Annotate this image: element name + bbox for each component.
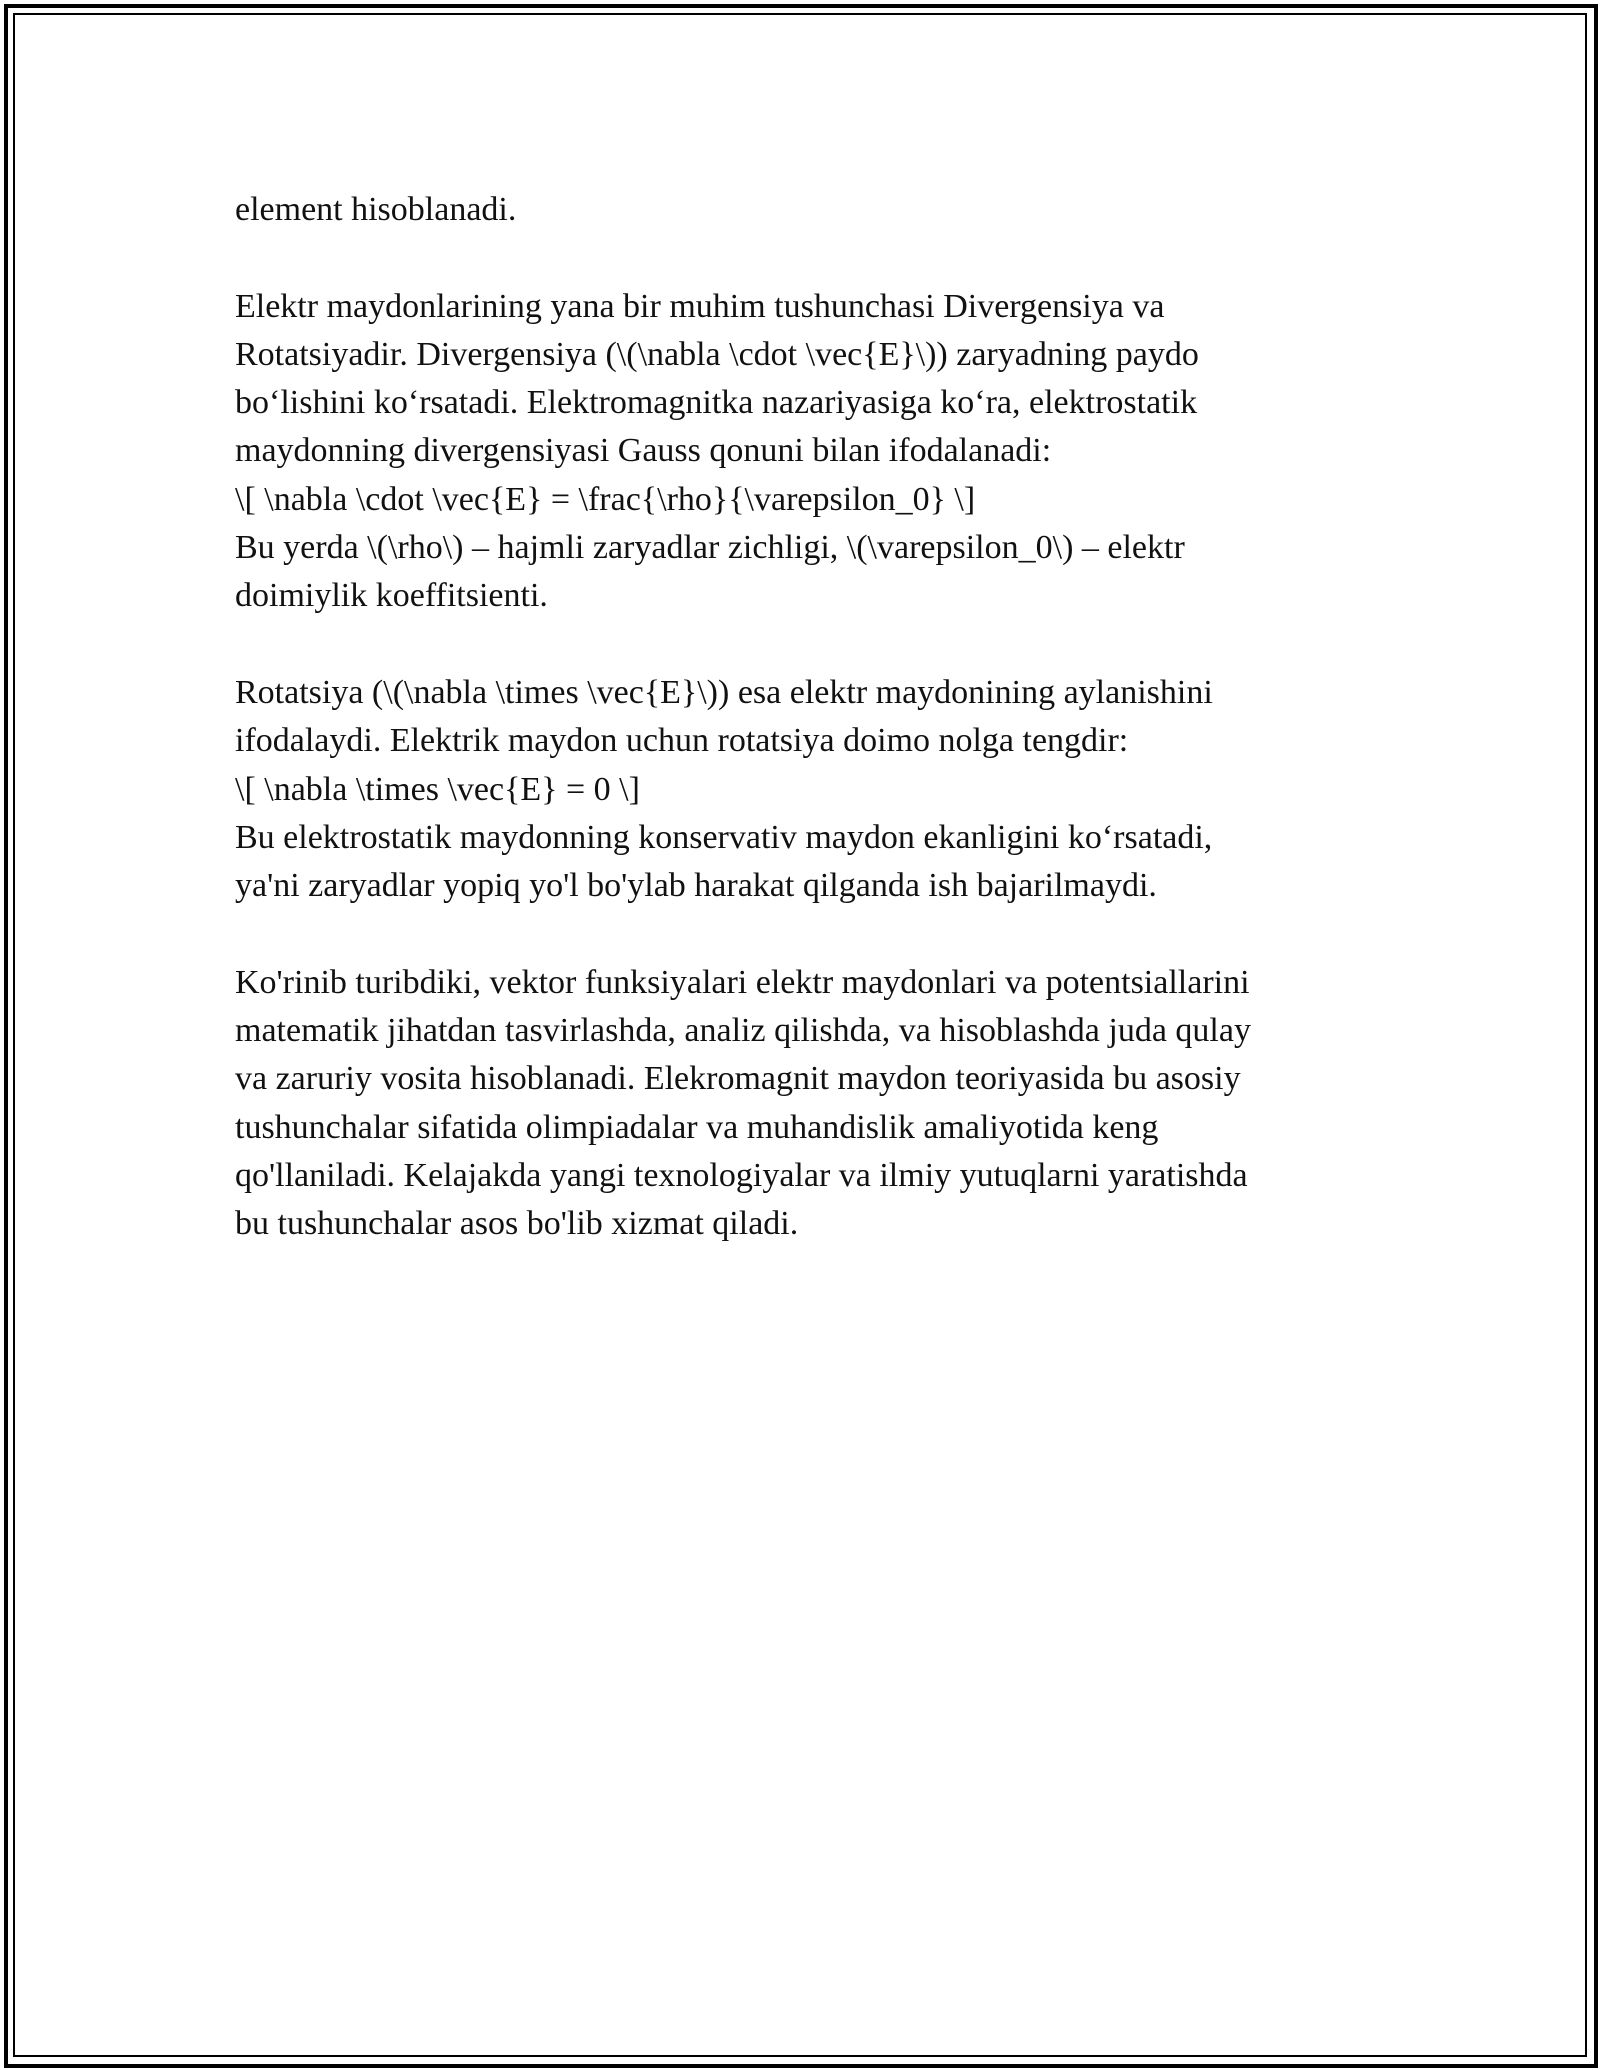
paragraph-gap (235, 234, 1365, 282)
paragraph-2 (235, 283, 1365, 621)
text-line: Bu yerda \(\rho\) – hajmli zaryadlar zichligi, \(\varepsilon_0\) – elektr (235, 529, 1185, 567)
text-line: bo‘lishini ko‘rsatadi. Elektromagnitka nazariyasiga ko‘ra, elektrostatik (235, 384, 1198, 422)
text-line: qo'llaniladi. Kelajakda yangi texnologiyalar va ilmiy yutuqlarni yaratishda (235, 1156, 1248, 1194)
text-line: tushunchalar sifatida olimpiadalar va muhandislik amaliyotida keng (235, 1108, 1159, 1146)
text-line: bu tushunchalar asos bo'lib xizmat qiladi. (235, 1205, 799, 1243)
text-line: Ko'rinib turibdiki, vektor funksiyalari elektr maydonlari va potentsiallarini (235, 963, 1250, 1001)
paragraph-gap (235, 910, 1365, 958)
text-line: matematik jihatdan tasvirlashda, analiz qilishda, va hisoblashda juda qulay (235, 1012, 1251, 1050)
paragraph-4 (235, 959, 1365, 1249)
paragraph-3 (235, 669, 1365, 910)
text-line: Rotatsiyadir. Divergensiya (\(\nabla \cdot \vec{E}\)) zaryadning paydo (235, 335, 1199, 373)
text-line: Bu elektrostatik maydonning konservativ maydon ekanligini ko‘rsatadi, (235, 818, 1213, 856)
text-line: doimiylik koeffitsienti. (235, 577, 548, 615)
formula-line: \[ \nabla \cdot \vec{E} = \frac{\rho}{\varepsilon_0} \] (235, 480, 976, 518)
document-body (235, 186, 1365, 1249)
formula-line: \[ \nabla \times \vec{E} = 0 \] (235, 770, 640, 808)
text-line: va zaruriy vosita hisoblanadi. Elekromagnit maydon teoriyasida bu asosiy (235, 1060, 1241, 1098)
text-line: Rotatsiya (\(\nabla \times \vec{E}\)) esa elektr maydonining aylanishini (235, 673, 1213, 711)
text-line: ifodalaydi. Elektrik maydon uchun rotatsiya doimo nolga tengdir: (235, 722, 1129, 760)
paragraph-1 (235, 186, 1365, 234)
text-line: maydonning divergensiyasi Gauss qonuni bilan ifodalanadi: (235, 432, 1052, 470)
text-line: Elektr maydonlarining yana bir muhim tushunchasi Divergensiya va (235, 287, 1165, 325)
paragraph-gap (235, 621, 1365, 669)
text-line: element hisoblanadi. (235, 191, 517, 228)
text-line: ya'ni zaryadlar yopiq yo'l bo'ylab harakat qilganda ish bajarilmaydi. (235, 867, 1157, 905)
